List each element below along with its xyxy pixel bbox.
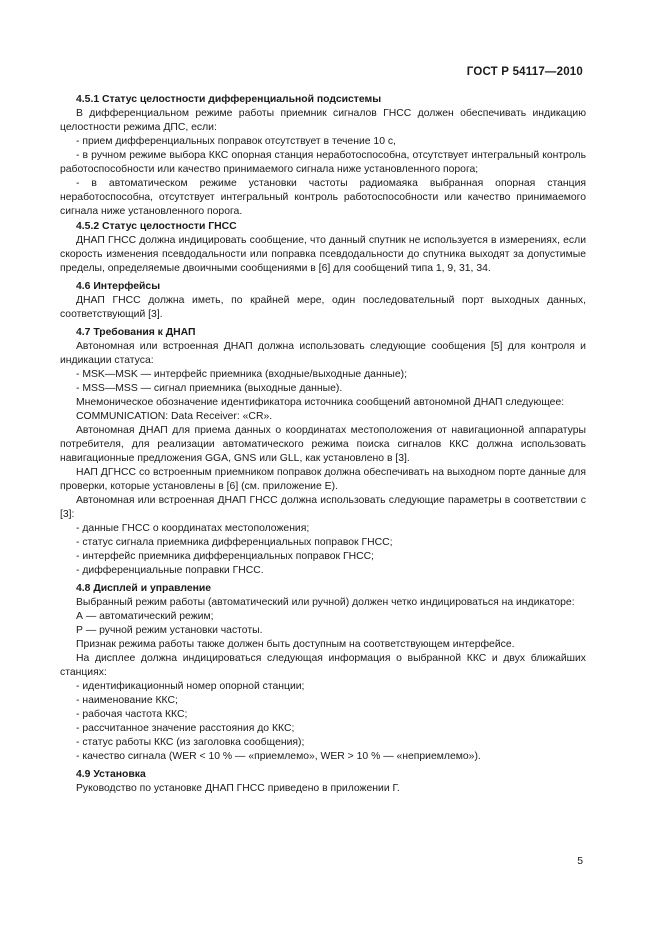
body-paragraph: ДНАП ГНСС должна иметь, по крайней мере, один последовательный порт выходных данных, соответствующий [3]. [60,295,586,320]
body-paragraph: - в ручном режиме выбора ККС опорная станция неработоспособна, отсутствует интегральный контроль работоспособности или качество принимаемого сигнала ниже установленного порога; [60,150,586,175]
document-header: ГОСТ Р 54117—2010 [466,66,583,78]
body-paragraph: ДНАП ГНСС должна индицировать сообщение, что данный спутник не используется в измерениях, если скорость изменения псевдодальности или поправка псевдодальности до спутника выходят за допустимые пределы, определяемые двоичными сообщениями в [6] для сообщений типа 1, 9, 31, 34. [60,235,586,274]
body-paragraph: - наименование ККС; [76,695,178,706]
body-paragraph: - данные ГНСС о координатах местоположения; [76,523,310,534]
body-paragraph: - идентификационный номер опорной станции; [76,681,305,692]
document-body [60,92,586,796]
body-paragraph: Автономная ДНАП для приема данных о координатах местоположения от навигационной аппаратуры потребителя, для реализации автоматического режима поиска сигналов ККС должна использовать навигационные предложения GGA, GNS или GLL, как установлено в [3]. [60,425,586,464]
page-number: 5 [577,856,583,867]
section-heading: 4.6 Интерфейсы [76,281,161,292]
body-paragraph: - рабочая частота ККС; [76,709,188,720]
body-paragraph: На дисплее должна индицироваться следующая информация о выбранной ККС и двух ближайших станциях: [60,653,586,678]
body-paragraph: Р — ручной режим установки частоты. [76,625,263,636]
body-paragraph: Мнемоническое обозначение идентификатора источника сообщений автономной ДНАП следующее: [76,397,565,408]
body-paragraph: - статус сигнала приемника дифференциальных поправок ГНСС; [76,537,393,548]
body-paragraph: - дифференциальные поправки ГНСС. [76,565,264,576]
body-paragraph: - интерфейс приемника дифференциальных поправок ГНСС; [76,551,374,562]
body-paragraph: - качество сигнала (WER < 10 % — «приемлемо», WER > 10 % — «неприемлемо»). [76,751,481,762]
section-heading: 4.9 Установка [76,769,146,780]
section-heading: 4.5.1 Статус целостности дифференциальной подсистемы [76,94,382,105]
body-paragraph: Автономная или встроенная ДНАП ГНСС должна использовать следующие параметры в соответствии с [3]: [60,495,586,520]
body-paragraph: - в автоматическом режиме установки частоты радиомаяка выбранная опорная станция неработоспособна, отсутствует интегральный контроль работоспособности или качество принимаемого сигнала ниже установленного порога. [60,178,586,217]
body-paragraph: - MSS—MSS — сигнал приемника (выходные данные). [76,383,343,394]
body-paragraph: НАП ДГНСС со встроенным приемником поправок должна обеспечивать на выходном порте данные для проверки, которые установлены в [6] (см. приложение Е). [60,467,586,492]
body-paragraph: Выбранный режим работы (автоматический или ручной) должен четко индицироваться на индикаторе: [76,597,575,608]
body-paragraph: - MSK—MSK — интерфейс приемника (входные/выходные данные); [76,369,408,380]
body-paragraph: Автономная или встроенная ДНАП должна использовать следующие сообщения [5] для контроля и индикации статуса: [60,341,586,366]
body-paragraph: - прием дифференциальных поправок отсутствует в течение 10 с, [76,136,396,147]
section-heading: 4.8 Дисплей и управление [76,583,212,594]
section-heading: 4.5.2 Статус целостности ГНСС [76,221,237,232]
body-paragraph: Признак режима работы также должен быть доступным на соответствующем интерфейсе. [76,639,515,650]
section-heading: 4.7 Требования к ДНАП [76,327,196,338]
body-paragraph: - статус работы ККС (из заголовка сообщения); [76,737,305,748]
body-paragraph: - рассчитанное значение расстояния до ККС; [76,723,295,734]
body-paragraph: COMMUNICATION: Data Receiver: «CR». [76,411,273,422]
body-paragraph: В дифференциальном режиме работы приемник сигналов ГНСС должен обеспечивать индикацию целостности режима ДПС, если: [60,108,586,133]
body-paragraph: А — автоматический режим; [76,611,214,622]
body-paragraph: Руководство по установке ДНАП ГНСС приведено в приложении Г. [76,783,400,794]
